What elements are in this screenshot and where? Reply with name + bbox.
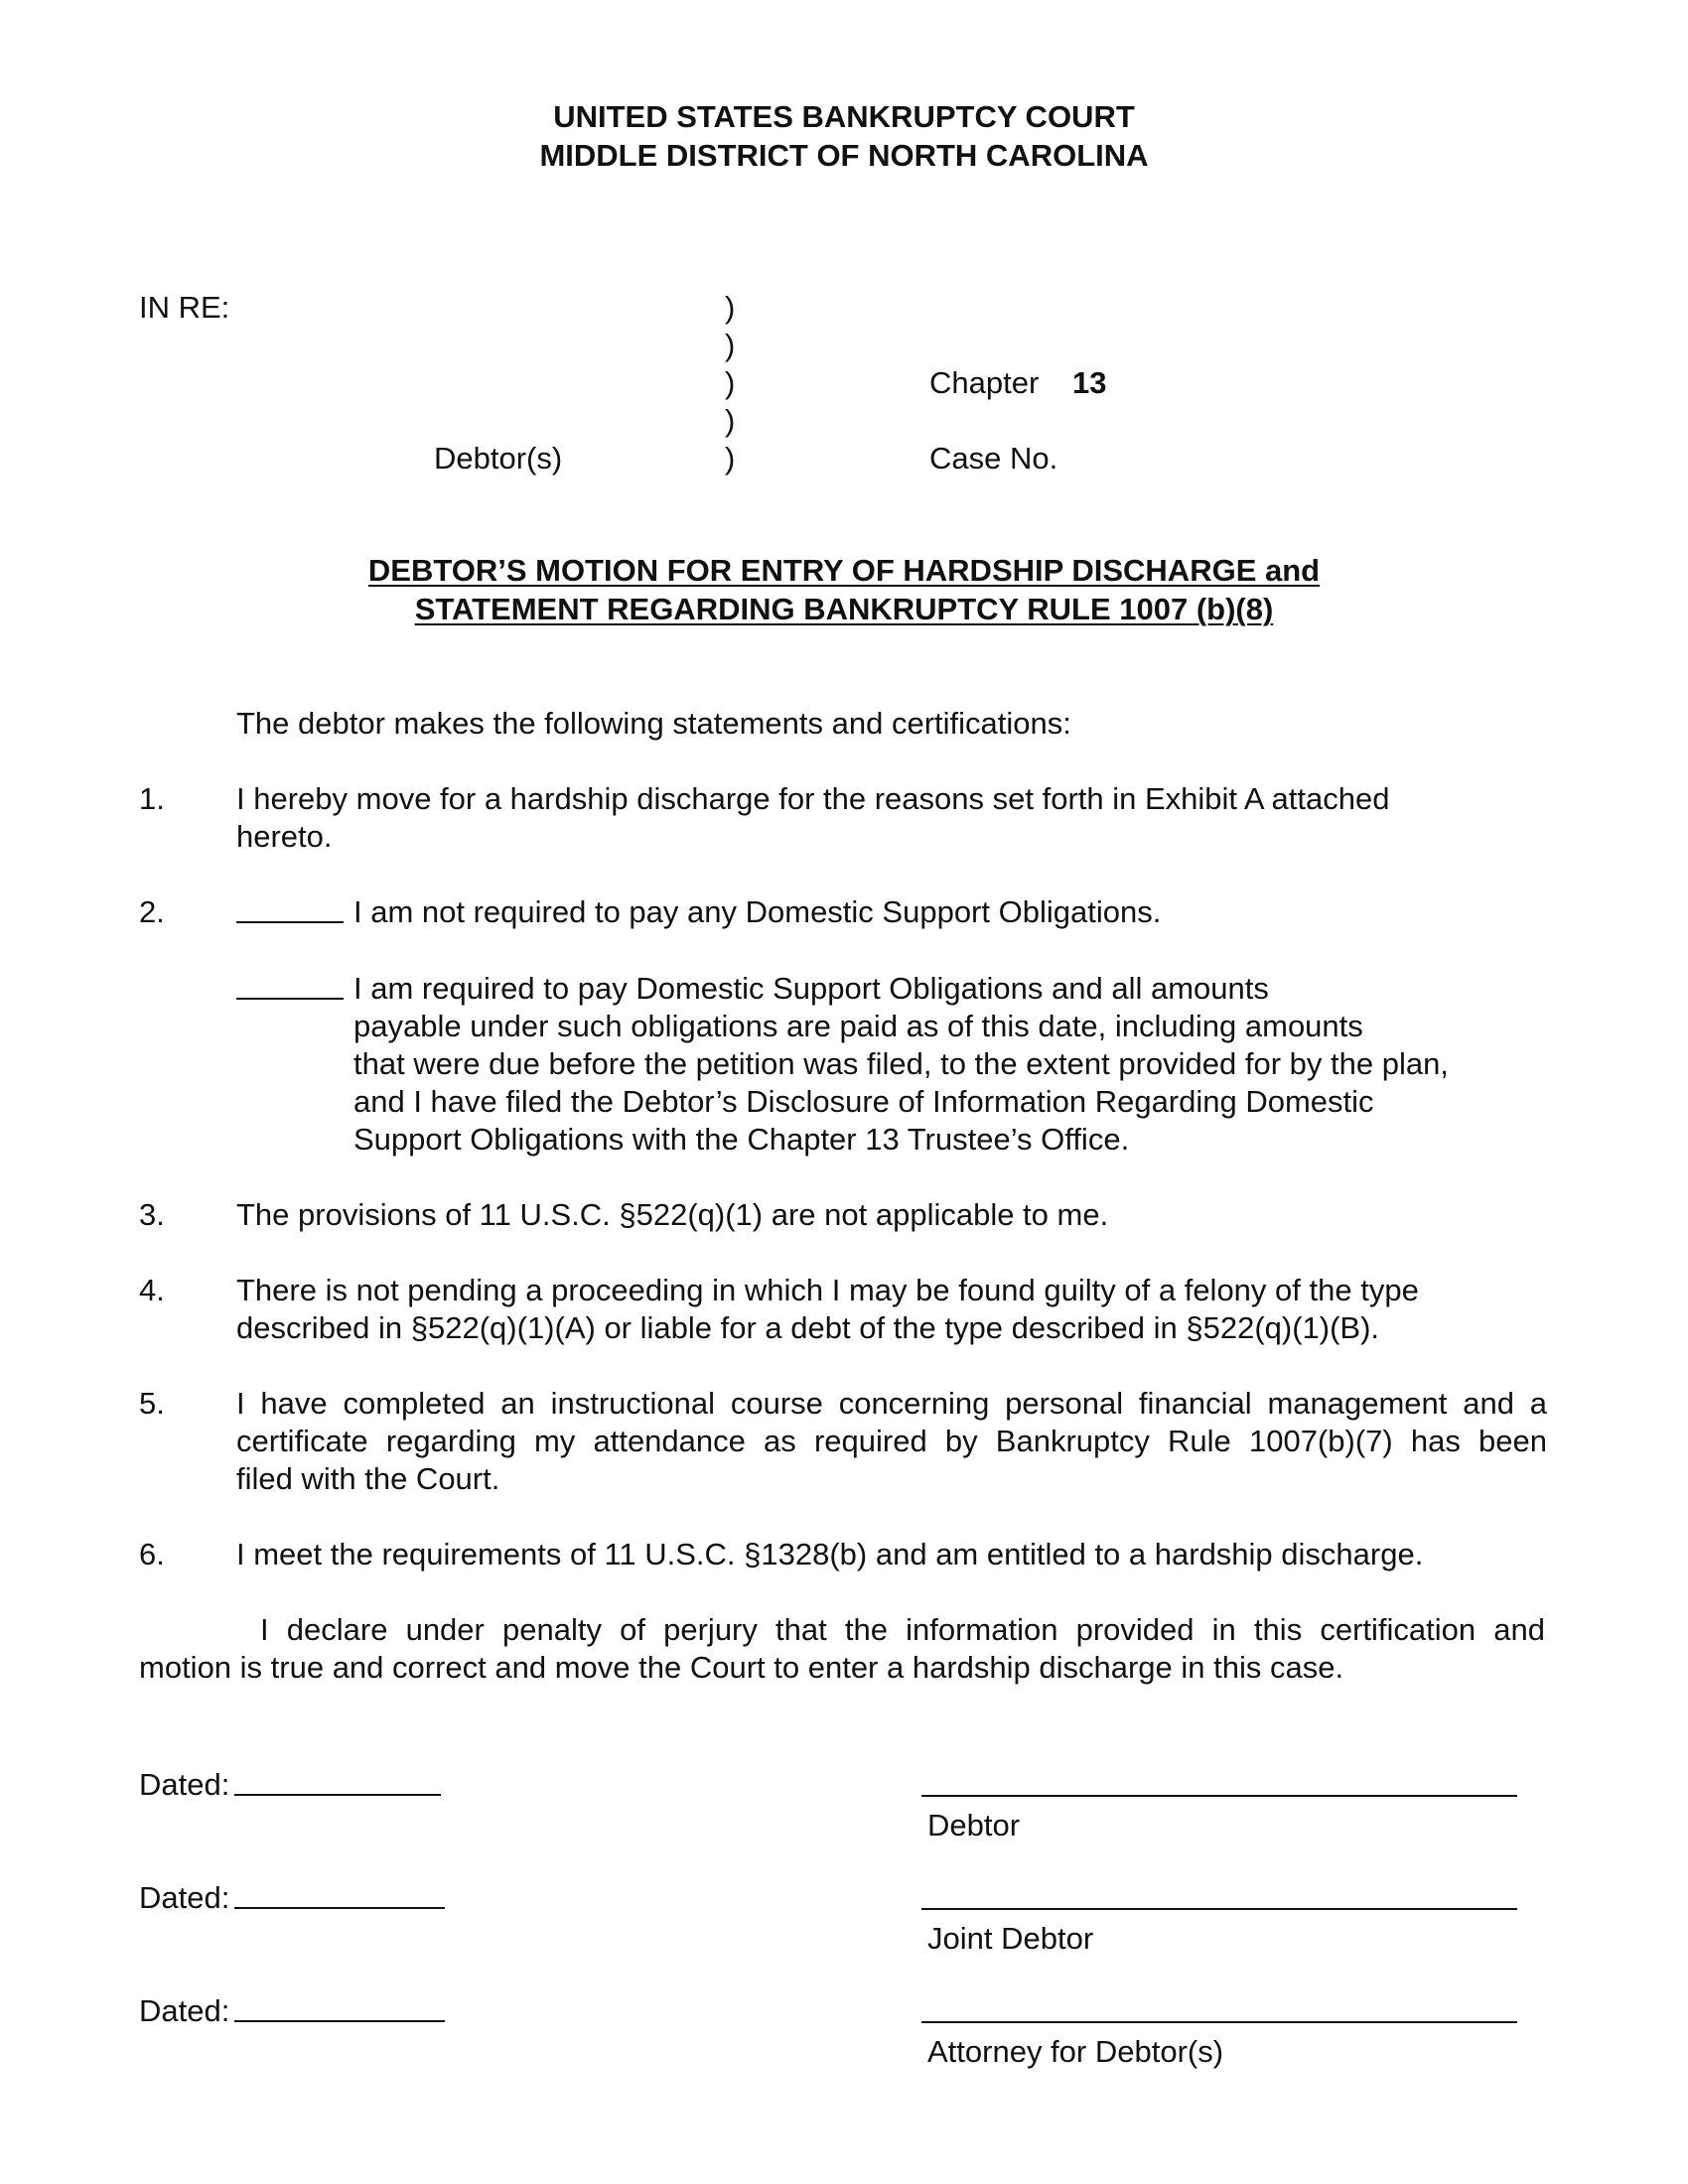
item-3-text: The provisions of 11 U.S.C. §522(q)(1) are not applicable to me. bbox=[236, 1197, 1109, 1232]
joint-debtor-signature-label: Joint Debtor bbox=[927, 1921, 1094, 1956]
item-2-option-required: payable under such obligations are paid as of this date, including amounts bbox=[353, 1009, 1363, 1043]
item-number: 2. bbox=[139, 894, 165, 929]
item-number: 4. bbox=[139, 1273, 165, 1307]
item-6-text: I meet the requirements of 11 U.S.C. §1328(b) and am entitled to a hardship discharge. bbox=[236, 1537, 1424, 1571]
signature-line-debtor[interactable] bbox=[921, 1795, 1517, 1797]
in-re-label: IN RE: bbox=[139, 290, 230, 325]
chapter-label: Chapter bbox=[929, 365, 1040, 400]
dated-label: Dated: bbox=[139, 1767, 230, 1802]
item-2-option-required: I am required to pay Domestic Support Obligations and all amounts bbox=[353, 971, 1269, 1006]
checkbox-blank-not-required[interactable] bbox=[236, 921, 344, 923]
item-2-option-required: that were due before the petition was filed, to the extent provided for by the plan, bbox=[353, 1046, 1449, 1081]
caption-paren: ) bbox=[725, 403, 736, 438]
district-name: MIDDLE DISTRICT OF NORTH CAROLINA bbox=[539, 138, 1149, 173]
debtor-signature-label: Debtor bbox=[927, 1808, 1021, 1843]
item-5-text: certificate regarding my attendance as required by Bankruptcy Rule 1007(b)(7) has been bbox=[236, 1424, 1547, 1458]
case-number-label: Case No. bbox=[929, 441, 1058, 476]
date-field-joint-debtor[interactable] bbox=[234, 1907, 445, 1909]
item-number: 6. bbox=[139, 1537, 165, 1571]
caption-paren: ) bbox=[725, 290, 736, 325]
item-5-text: filed with the Court. bbox=[236, 1461, 500, 1496]
motion-title-line1: DEBTOR’S MOTION FOR ENTRY OF HARDSHIP DISCHARGE and bbox=[367, 553, 1321, 588]
checkbox-blank-required[interactable] bbox=[236, 998, 344, 1000]
intro-statement: The debtor makes the following statements and certifications: bbox=[236, 706, 1071, 741]
item-number: 3. bbox=[139, 1197, 165, 1232]
debtor-label: Debtor(s) bbox=[434, 441, 563, 476]
declaration-text: I declare under penalty of perjury that the information provided in this certification and bbox=[260, 1612, 1545, 1647]
item-1-text: I hereby move for a hardship discharge for the reasons set forth in Exhibit A attached bbox=[236, 781, 1390, 816]
attorney-signature-label: Attorney for Debtor(s) bbox=[927, 2034, 1224, 2069]
dated-label: Dated: bbox=[139, 1880, 230, 1915]
date-field-attorney[interactable] bbox=[234, 2020, 445, 2022]
item-2-option-required: Support Obligations with the Chapter 13 Trustee’s Office. bbox=[353, 1122, 1130, 1157]
item-5-text: I have completed an instructional course concerning personal financial management and a bbox=[236, 1386, 1547, 1421]
dated-label: Dated: bbox=[139, 1993, 230, 2028]
chapter-number: 13 bbox=[1072, 365, 1107, 400]
caption-paren: ) bbox=[725, 365, 736, 400]
item-number: 5. bbox=[139, 1386, 165, 1421]
caption-paren: ) bbox=[725, 328, 736, 362]
item-2-option-not-required: I am not required to pay any Domestic Support Obligations. bbox=[353, 894, 1162, 929]
signature-line-attorney[interactable] bbox=[921, 2021, 1517, 2023]
court-name: UNITED STATES BANKRUPTCY COURT bbox=[553, 99, 1135, 134]
item-2-option-required: and I have filed the Debtor’s Disclosure of Information Regarding Domestic bbox=[353, 1084, 1374, 1119]
motion-title-line2: STATEMENT REGARDING BANKRUPTCY RULE 1007 (b)(8) bbox=[414, 592, 1274, 626]
item-number: 1. bbox=[139, 781, 165, 816]
item-4-text: described in §522(q)(1)(A) or liable for a debt of the type described in §522(q)(1)(B). bbox=[236, 1310, 1380, 1345]
signature-line-joint-debtor[interactable] bbox=[921, 1908, 1517, 1910]
caption-paren: ) bbox=[725, 441, 736, 476]
declaration-text: motion is true and correct and move the Court to enter a hardship discharge in this case. bbox=[139, 1650, 1344, 1685]
item-4-text: There is not pending a proceeding in which I may be found guilty of a felony of the type bbox=[236, 1273, 1419, 1307]
date-field-debtor[interactable] bbox=[234, 1794, 441, 1796]
item-1-text: hereto. bbox=[236, 819, 333, 854]
